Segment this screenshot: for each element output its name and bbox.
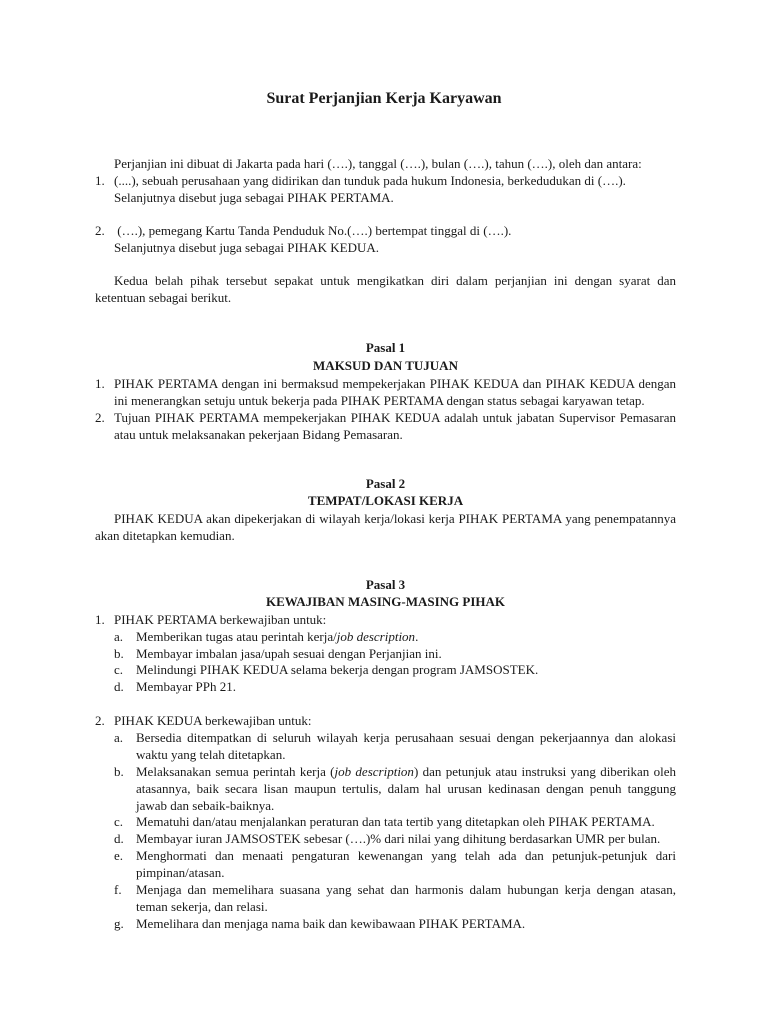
party-second [95, 222, 676, 256]
party-line: (….), pemegang Kartu Tanda Penduduk No.(….) bertempat tinggal di (….). [114, 223, 512, 238]
sub-letter: d. [114, 679, 124, 694]
sub-text: Menghormati dan menaati pengaturan kewenangan yang telah ada dan petunjuk-petunjuk dari pimpinan/atasan. [136, 848, 676, 880]
sub-text-part: Memberikan tugas atau perintah kerja/ [136, 629, 337, 644]
sub-letter: e. [114, 848, 124, 863]
sub-item [114, 881, 676, 915]
list-number: 1. [95, 376, 105, 391]
obligation-group-first [95, 611, 676, 628]
sub-letter: c. [114, 662, 124, 677]
list-number: 1. [95, 612, 105, 627]
sub-text: Membayar PPh 21. [136, 679, 237, 694]
sub-item [114, 645, 676, 662]
sub-text: Membayar imbalan jasa/upah sesuai dengan Perjanjian ini. [136, 646, 442, 661]
sub-text: Bersedia ditempatkan di seluruh wilayah kerja perusahaan sesuai dengan pekerjaannya dan alokasi waktu yang telah ditetapkan. [136, 730, 676, 762]
sub-item [114, 847, 676, 881]
sub-item [114, 628, 676, 645]
sub-item [114, 830, 676, 847]
document-title: Surat Perjanjian Kerja Karyawan [266, 90, 502, 107]
sub-text [136, 628, 676, 645]
sub-letter: c. [114, 814, 124, 829]
sub-letter: g. [114, 916, 124, 931]
pasal1-heading: MAKSUD DAN TUJUAN [313, 358, 458, 373]
pasal3-label: Pasal 3 [365, 577, 406, 592]
sub-letter: d. [114, 831, 124, 846]
list-text: PIHAK PERTAMA berkewajiban untuk: [114, 612, 327, 627]
list-item [95, 409, 676, 443]
pasal3-heading: KEWAJIBAN MASING-MASING PIHAK [265, 594, 506, 609]
list-number: 2. [95, 410, 105, 425]
obligation-group-second [95, 712, 676, 729]
party-line: Selanjutnya disebut juga sebagai PIHAK KEDUA. [114, 240, 380, 255]
list-number: 2. [95, 713, 105, 728]
intro-paragraph: Perjanjian ini dibuat di Jakarta pada hari (….), tanggal (….), bulan (….), tahun (….), oleh dan antara: [114, 156, 642, 171]
list-text: PIHAK KEDUA berkewajiban untuk: [114, 713, 312, 728]
sub-text: Memelihara dan menjaga nama baik dan kewibawaan PIHAK PERTAMA. [136, 916, 526, 931]
list-item [95, 375, 676, 409]
sub-text-part: Melaksanakan semua perintah kerja ( [136, 764, 335, 779]
sub-text: Mematuhi dan/atau menjalankan peraturan dan tata tertib yang ditetapkan oleh PIHAK PERTAMA. [136, 814, 655, 829]
party-line: Selanjutnya disebut juga sebagai PIHAK PERTAMA. [114, 190, 394, 205]
sub-item [114, 915, 676, 932]
party-first [95, 172, 676, 206]
agreement-paragraph: Kedua belah pihak tersebut sepakat untuk mengikatkan diri dalam perjanjian ini dengan syarat dan ketentuan sebagai berikut. [95, 273, 676, 305]
party-line: (....), sebuah perusahaan yang didirikan dan tunduk pada hukum Indonesia, berkedudukan di (….). [114, 173, 626, 188]
sub-text: Menjaga dan memelihara suasana yang sehat dan harmonis dalam hubungan kerja dengan atasan, teman sekerja, dan relasi. [136, 882, 676, 914]
pasal2-paragraph: PIHAK KEDUA akan dipekerjakan di wilayah kerja/lokasi kerja PIHAK PERTAMA yang penempatannya akan ditetapkan kemudian. [95, 511, 676, 543]
sub-item [114, 813, 676, 830]
sub-letter: b. [114, 764, 124, 779]
sub-text: Melindungi PIHAK KEDUA selama bekerja dengan program JAMSOSTEK. [136, 662, 539, 677]
sub-item [114, 661, 676, 678]
sub-item [114, 729, 676, 763]
list-number: 2. [95, 223, 105, 238]
sub-letter: a. [114, 730, 124, 745]
sub-text: Membayar iuran JAMSOSTEK sebesar (….)% dari nilai yang dihitung berdasarkan UMR per bulan. [136, 831, 661, 846]
sub-item [114, 763, 676, 814]
pasal2-label: Pasal 2 [365, 476, 406, 491]
sub-text-part: ) dan petunjuk atau instruksi yang diberikan oleh atasannya, baik secara lisan maupun tertulis, dalam hal urusan kedinasan dengan penuh tanggung jawab dan sebaik-baiknya. [136, 764, 676, 813]
sub-text [136, 763, 676, 814]
sub-text-italic: job description [334, 764, 414, 779]
pasal2-heading: TEMPAT/LOKASI KERJA [307, 493, 464, 508]
sub-item [114, 678, 676, 695]
pasal1-label: Pasal 1 [365, 340, 406, 355]
list-text: Tujuan PIHAK PERTAMA mempekerjakan PIHAK KEDUA adalah untuk jabatan Supervisor Pemasaran atau untuk melaksanakan pekerjaan Bidang Pemasaran. [114, 410, 676, 442]
list-number: 1. [95, 173, 105, 188]
sub-text-italic: job description [336, 629, 416, 644]
sub-letter: b. [114, 646, 124, 661]
sub-text-part: . [415, 629, 419, 644]
sub-letter: a. [114, 629, 124, 644]
sub-letter: f. [114, 882, 122, 897]
list-text: PIHAK PERTAMA dengan ini bermaksud mempekerjakan PIHAK KEDUA dan PIHAK KEDUA dengan ini menerangkan setuju untuk bekerja pada PIHAK PERTAMA dengan status sebagai karyawan tetap. [114, 376, 676, 408]
